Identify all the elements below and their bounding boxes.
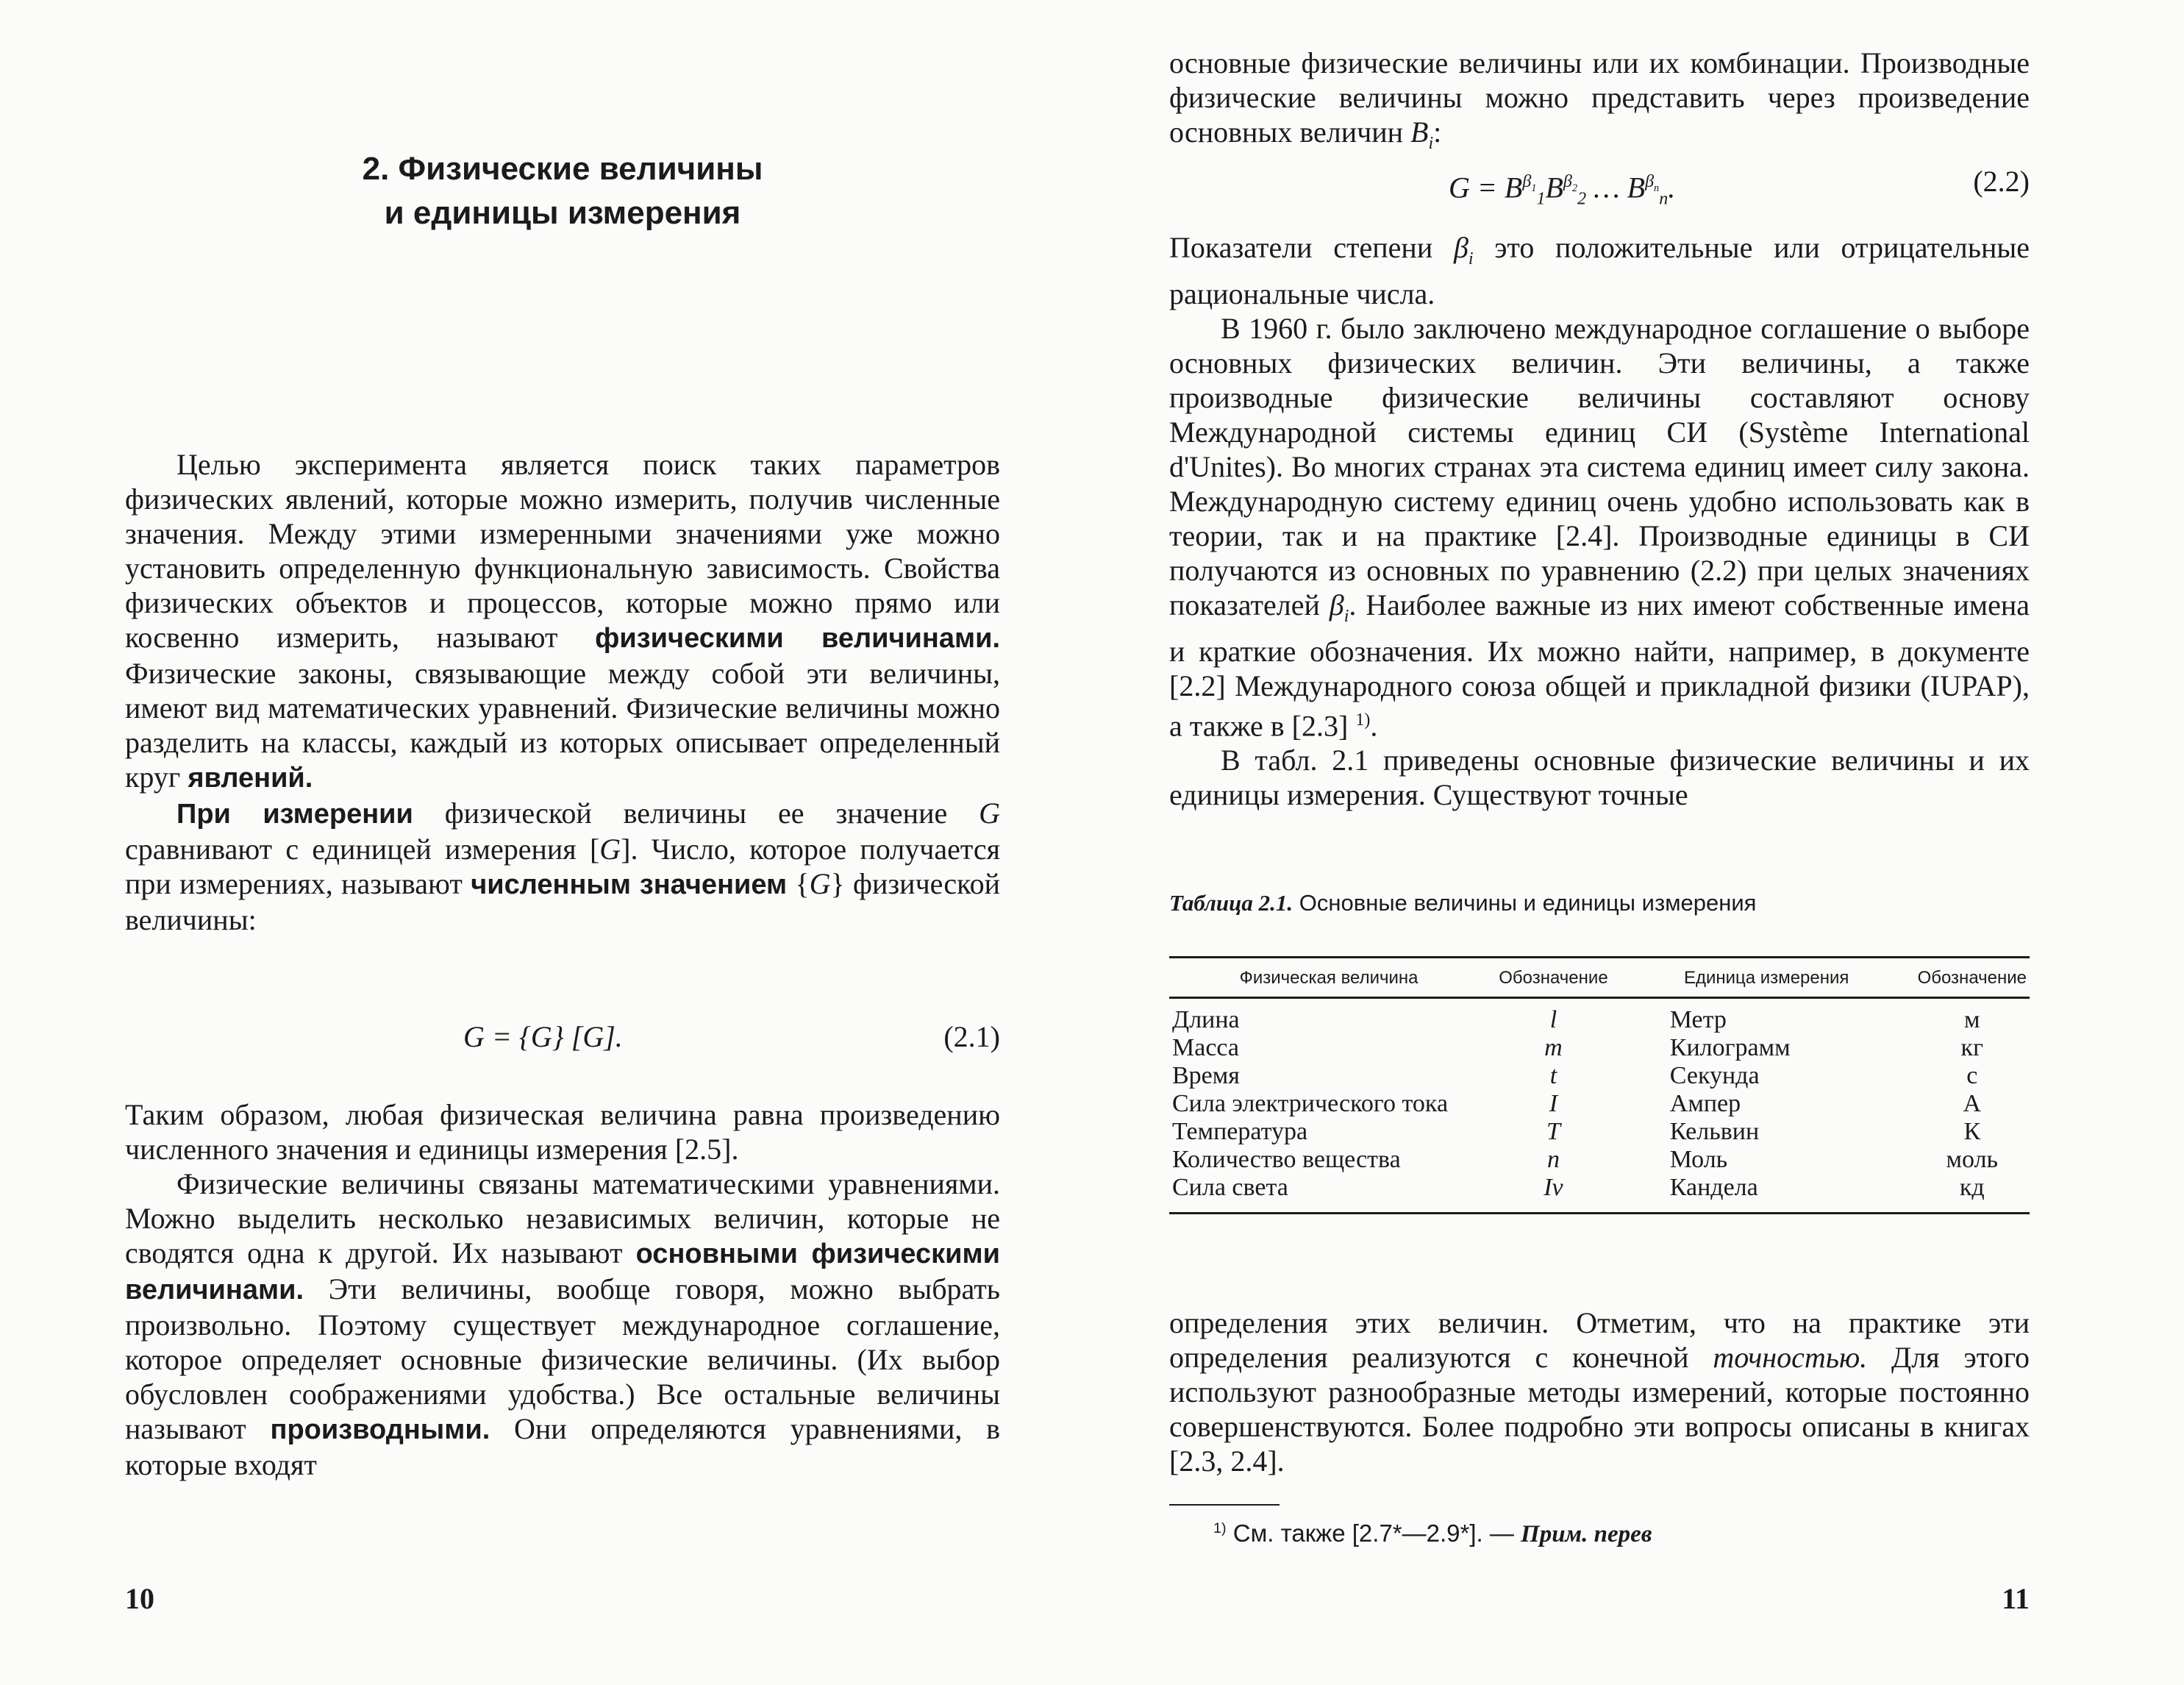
term-accuracy: точностью. xyxy=(1713,1341,1868,1374)
table-cell: с xyxy=(1966,1062,1978,1089)
paragraph-base-quantities: Физические величины связаны математическими уравнениями. Можно выделить несколько независимых величин, которые не сводятся одна к другой. Их называют основными физическими величинами. Эти величины, вообще говоря, можно выбрать произвольно. Поэтому существует международное соглашение, которое определяет основные физические величины. (Их выбор обусловлен соображениями удобства.) Все остальные величины называют производными. Они определяются уравнениями, в которые входят xyxy=(125,1167,1000,1481)
equation-2-2: $G = B^{\beta_1}_1B^{\beta_2}_2$ … $B^{\beta_n}_n$. xyxy=(1449,171,1676,209)
term-measurement: При измерении xyxy=(176,799,413,830)
right-text-block-1 xyxy=(1169,46,2030,161)
table-cell: Температура xyxy=(1172,1118,1308,1145)
table-header: Обозначение xyxy=(1488,958,1619,998)
footnote-divider xyxy=(1169,1504,1280,1506)
table-header: Единица измерения xyxy=(1619,958,1915,998)
table-header-row xyxy=(1169,958,2030,998)
table-cell: Метр xyxy=(1669,1006,1727,1033)
equation-number-2-2: (2.2) xyxy=(1973,165,2030,198)
table-cell: Ампер xyxy=(1669,1090,1741,1117)
table-cell: м xyxy=(1964,1006,1980,1033)
equation-number-2-1: (2.1) xyxy=(943,1020,1000,1053)
term-physical-quantities: физическими величинами. xyxy=(595,623,1000,654)
table-cell: Секунда xyxy=(1669,1062,1760,1089)
table-cell: Моль xyxy=(1669,1146,1728,1173)
table-cell: Килограмм xyxy=(1669,1034,1791,1061)
table-cell: T xyxy=(1546,1118,1560,1145)
table-row xyxy=(1169,1174,2030,1214)
left-text-block-2 xyxy=(125,1097,1000,1482)
heading-line-1: 2. Физические величины xyxy=(362,151,763,187)
term-numerical-value: численным значением xyxy=(471,869,788,900)
right-text-block-3 xyxy=(1169,1305,2030,1478)
table-cell: кг xyxy=(1960,1034,1984,1061)
paragraph-si: В 1960 г. было заключено международное соглашение о выборе основных физических величин. Эти величины, а также производные физические величины составляют основу Международной системы единиц СИ (Système International d'Unites). Во многих странах эта система единиц имеет силу закона. Международную систему единиц очень удобно использовать как в теории, так и на практике [2.4]. Производные единицы в СИ получаются из основных по уравнению (2.2) при целых значениях показателей $\beta_i$. Наиболее важные из них имеют собственные имена и краткие обозначения. Их можно найти, например, в документе [2.2] Международного союза общей и прикладной физики (IUPAP), а также в [2.3] $^{1)}$. xyxy=(1169,312,2030,743)
table-cell: кд xyxy=(1959,1174,1985,1201)
table-row xyxy=(1169,1118,2030,1146)
table-cell: Кандела xyxy=(1669,1174,1758,1201)
table-cell: m xyxy=(1544,1034,1563,1061)
table-cell: t xyxy=(1549,1062,1557,1089)
table-cell: Сила света xyxy=(1172,1174,1288,1201)
table-row xyxy=(1169,1090,2030,1118)
term-derived: производными. xyxy=(270,1414,490,1445)
table-cell: l xyxy=(1549,1006,1557,1033)
footnote-ref: 1) xyxy=(1355,710,1371,730)
paragraph-accuracy: определения этих величин. Отметим, что на практике эти определения реализуются с конечной точностью. Для этого используют разнообразные методы измерений, которые постоянно совершенствуются. Более подробно эти вопросы описаны в книгах [2.3, 2.4]. xyxy=(1169,1306,2030,1478)
table-cell: А xyxy=(1963,1090,1982,1117)
left-text-block-1 xyxy=(125,447,1000,937)
table-cell: Iv xyxy=(1544,1174,1563,1201)
equation-2-1: G = {G} [G]. xyxy=(463,1020,623,1053)
table-row xyxy=(1169,1034,2030,1062)
paragraph-exponents: Показатели степени $\beta_i$ это положительные или отрицательные рациональные числа. xyxy=(1169,231,2030,310)
heading-line-2: и единицы измерения xyxy=(384,195,741,231)
table-header: Обозначение xyxy=(1915,958,2030,998)
table-cell: Кельвин xyxy=(1669,1118,1760,1145)
table-cell: Время xyxy=(1172,1062,1240,1089)
table-cell: Длина xyxy=(1172,1006,1240,1033)
table-cell: I xyxy=(1549,1090,1558,1117)
table-cell: моль xyxy=(1946,1146,1999,1173)
table-cell: Количество вещества xyxy=(1172,1146,1401,1173)
footnote: $^{1)}$ См. также [2.7*—2.9*]. — Прим. перев xyxy=(1213,1520,1652,1547)
table-cell: n xyxy=(1546,1146,1560,1173)
section-heading xyxy=(125,147,1000,235)
table-row xyxy=(1169,1062,2030,1090)
table-row xyxy=(1169,1146,2030,1174)
table-header: Физическая величина xyxy=(1169,958,1488,998)
table-row xyxy=(1169,998,2030,1035)
right-text-block-2 xyxy=(1169,230,2030,812)
term-base-quantities: основными физическими величинами. xyxy=(125,1239,1000,1305)
table-caption: Таблица 2.1. Основные величины и единицы измерения xyxy=(1169,890,1757,916)
paragraph-measurement: При измерении физической величины ее значение G сравнивают с единицей измерения [G]. Число, которое получается при измерениях, называют численным значением {G} физической величины: xyxy=(125,797,1000,936)
paragraph-intro: Целью эксперимента является поиск таких параметров физических явлений, которые можно измерить, получив численные значения. Между этими измеренными значениями уже можно установить определенную функциональную зависимость. Свойства физических объектов и процессов, которые можно прямо или косвенно измерить, называют физическими величинами. Физические законы, связывающие между собой эти величины, имеют вид математических уравнений. Физические величины можно разделить на классы, каждый из которых описывает определенный круг явлений. xyxy=(125,448,1000,794)
paragraph-product: Таким образом, любая физическая величина равна произведению численного значения и единицы измерения [2.5]. xyxy=(125,1098,1000,1166)
page-number-left: 10 xyxy=(125,1582,154,1615)
table-cell: Сила электрического тока xyxy=(1172,1090,1449,1117)
page-number-right: 11 xyxy=(2002,1582,2030,1615)
units-table xyxy=(1169,956,2030,1214)
table-cell: К xyxy=(1963,1118,1981,1145)
paragraph-derived-continued: основные физические величины или их комбинации. Производные физические величины можно представить через произведение основных величин $B_i$: xyxy=(1169,46,2030,153)
table-cell: Масса xyxy=(1172,1034,1240,1061)
paragraph-table-intro: В табл. 2.1 приведены основные физические величины и их единицы измерения. Существуют точные xyxy=(1169,744,2030,812)
